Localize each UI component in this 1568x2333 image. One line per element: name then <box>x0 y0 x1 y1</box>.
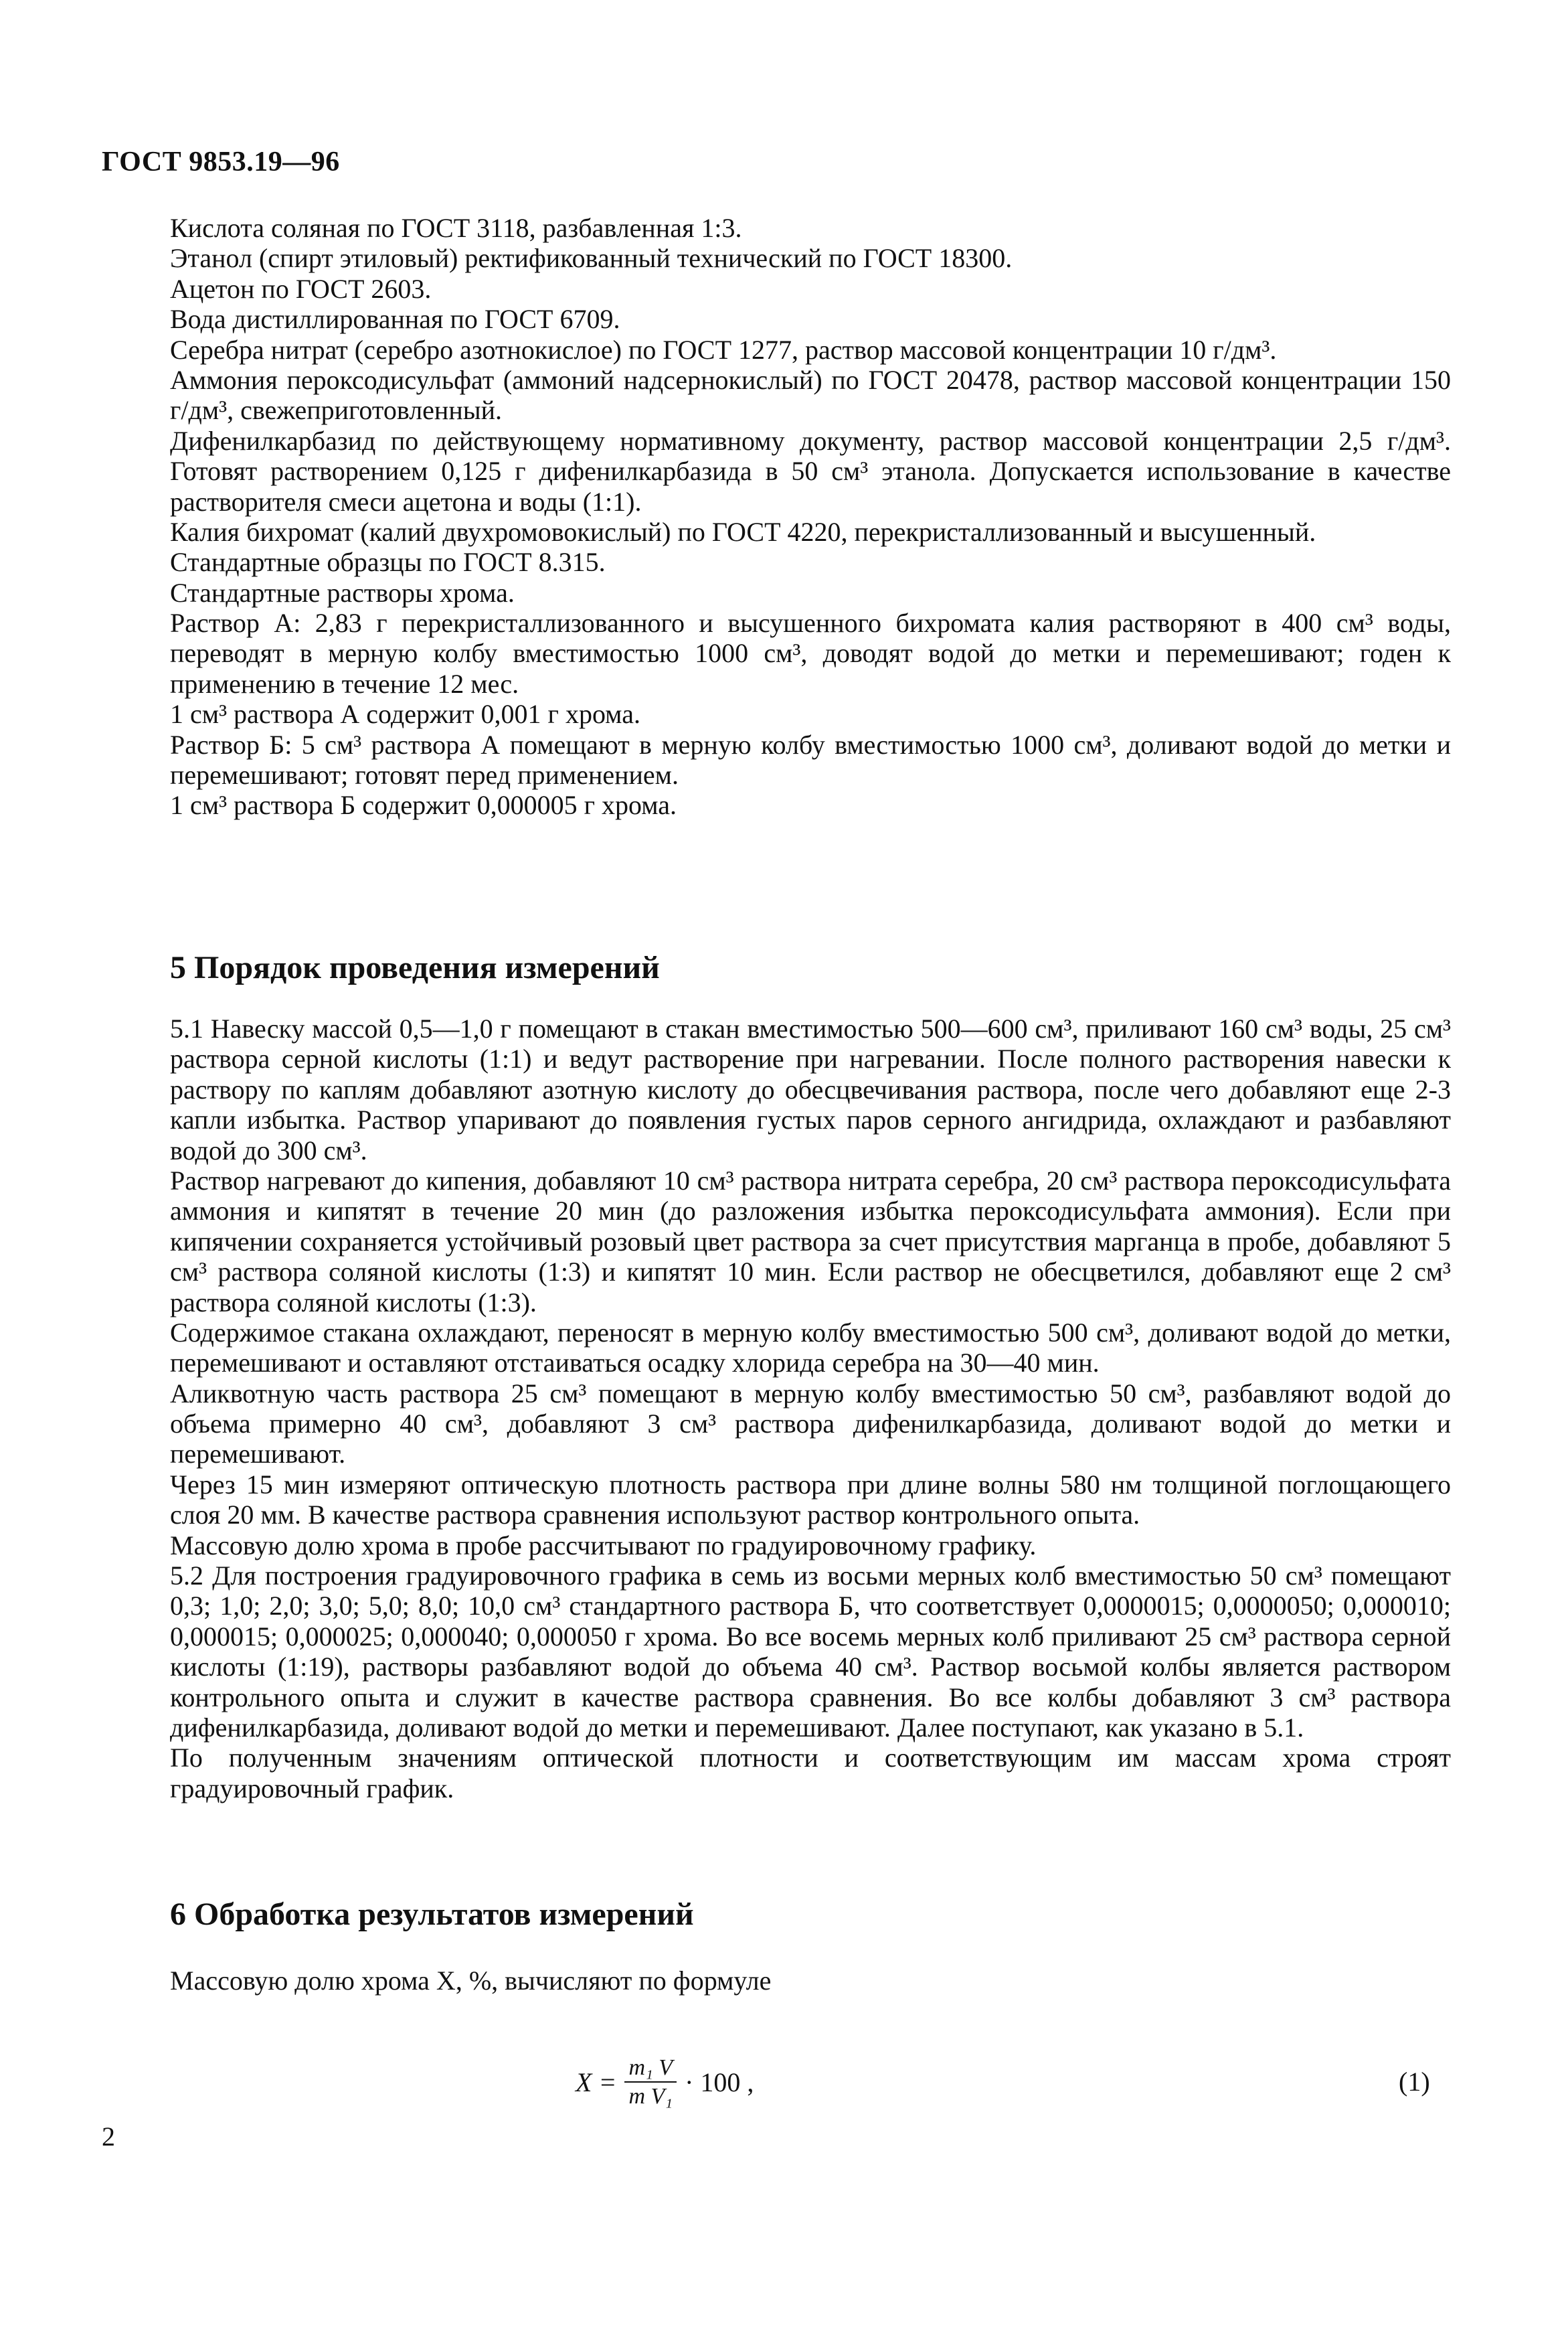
paragraph: Аликвотную часть раствора 25 см³ помещают в мерную колбу вместимостью 50 см³, разбавляют водой до объема примерно 40 см³, добавляют 3 см³ раствора дифенилкарбазида, доливают водой до метки и перемешивают. <box>170 1378 1451 1469</box>
paragraph: Содержимое стакана охлаждают, переносят в мерную колбу вместимостью 500 см³, доливают водой до метки, перемешивают и оставляют отстаиваться осадку хлорида серебра на 30—40 мин. <box>170 1317 1451 1378</box>
formula <box>576 2055 754 2109</box>
document-header: ГОСТ 9853.19—96 <box>102 147 340 177</box>
reagent-item: Ацетон по ГОСТ 2603. <box>170 273 432 304</box>
formula-numerator: m₁ V <box>624 2055 677 2083</box>
reagent-item: Серебра нитрат (серебро азотнокислое) по ГОСТ 1277, раствор массовой концентрации 10 г/дм³. <box>170 334 1277 365</box>
reagent-item: Кислота соляная по ГОСТ 3118, разбавленная 1:3. <box>170 213 742 243</box>
paragraph: 5.1 Навеску массой 0,5—1,0 г помещают в стакан вместимостью 500—600 см³, приливают 160 см³ воды, 25 см³ раствора серной кислоты (1:1) и ведут растворение при нагревании. После полного растворения навески к раствору по каплям добавляют азотную кислоту до обесцвечивания раствора, после чего добавляют еще 2-3 капли избытка. Раствор упаривают до появления густых паров серного ангидрида, охлаждают и разбавляют водой до 300 см³. <box>170 1014 1451 1165</box>
reagents-list <box>170 213 1451 821</box>
section-6-title: 6 Обработка результатов измерений <box>170 1897 694 1932</box>
formula-number: (1) <box>1399 2067 1430 2097</box>
paragraph: Через 15 мин измеряют оптическую плотность раствора при длине волны 580 нм толщиной поглощающего слоя 20 мм. В качестве раствора сравнения используют раствор контрольного опыта. <box>170 1469 1451 1530</box>
reagent-item: 1 см³ раствора А содержит 0,001 г хрома. <box>170 699 640 730</box>
reagent-item: Этанол (спирт этиловый) ректификованный технический по ГОСТ 18300. <box>170 243 1013 274</box>
reagent-item: Калия бихромат (калий двухромовокислый) по ГОСТ 4220, перекристаллизованный и высушенный. <box>170 516 1316 547</box>
reagent-item: Дифенилкарбазид по действующему нормативному документу, раствор массовой концентрации 2,5 г/дм³. Готовят растворением 0,125 г дифенилкарбазида в 50 см³ этанола. Допускается использование в качестве растворителя смеси ацетона и воды (1:1). <box>170 425 1451 517</box>
reagent-item: 1 см³ раствора Б содержит 0,000005 г хрома. <box>170 790 677 821</box>
page-number: 2 <box>102 2121 115 2152</box>
formula-rhs: · 100 , <box>685 2067 754 2097</box>
paragraph: По полученным значениям оптической плотности и соответствующим им массам хрома строят градуировочный график. <box>170 1743 1451 1803</box>
reagent-item: Раствор Б: 5 см³ раствора А помещают в мерную колбу вместимостью 1000 см³, доливают водой до метки и перемешивают; готовят перед применением. <box>170 729 1451 791</box>
paragraph: Массовую долю хрома в пробе рассчитывают по градуировочному графику. <box>170 1530 1037 1560</box>
reagent-item: Раствор А: 2,83 г перекристаллизованного и высушенного бихромата калия растворяют в 400 см³ воды, переводят в мерную колбу вместимостью 1000 см³, доводят водой до метки и перемешивают; годен к применению в течение 12 мес. <box>170 608 1451 699</box>
formula-lhs: X = <box>576 2067 617 2097</box>
paragraph: 5.2 Для построения градуировочного графика в семь из восьми мерных колб вместимостью 50 см³ помещают 0,3; 1,0; 2,0; 3,0; 5,0; 8,0; 10,0 см³ стандартного раствора Б, что соответствует 0,0000015; 0,0000050; 0,000010; 0,000015; 0,000025; 0,000040; 0,000050 г хрома. Во все восемь мерных колб приливают 25 см³ раствора серной кислоты (1:19), растворы разбавляют водой до объема 40 см³. Раствор восьмой колбы является раствором контрольного опыта и служит в качестве раствора сравнения. Во все колбы добавляют 3 см³ раствора дифенилкарбазида, доливают водой до метки и перемешивают. Далее поступают, как указано в 5.1. <box>170 1560 1451 1743</box>
reagent-item: Вода дистиллированная по ГОСТ 6709. <box>170 304 620 335</box>
section-5-body <box>170 1014 1451 1803</box>
paragraph: Раствор нагревают до кипения, добавляют 10 см³ раствора нитрата серебра, 20 см³ раствора пероксодисульфата аммония и кипятят в течение 20 мин (до разложения избытка пероксодисульфата аммония). Если при кипячении сохраняется устойчивый розовый цвет раствора за счет присутствия марганца в пробе, добавляют 5 см³ раствора соляной кислоты (1:3) и кипятят 10 мин. Если раствор не обесцветился, добавляют еще 2 см³ раствора соляной кислоты (1:3). <box>170 1165 1451 1317</box>
formula-fraction <box>624 2055 677 2109</box>
section-5-title: 5 Порядок проведения измерений <box>170 950 660 985</box>
reagent-item: Стандартные растворы хрома. <box>170 577 515 608</box>
section-6-lead: Массовую долю хрома X, %, вычисляют по формуле <box>170 1965 772 1996</box>
reagent-item: Аммония пероксодисульфат (аммоний надсернокислый) по ГОСТ 20478, раствор массовой концентрации 150 г/дм³, свежеприготовленный. <box>170 364 1451 426</box>
reagent-item: Стандартные образцы по ГОСТ 8.315. <box>170 547 606 578</box>
formula-denominator: m V₁ <box>628 2084 673 2109</box>
